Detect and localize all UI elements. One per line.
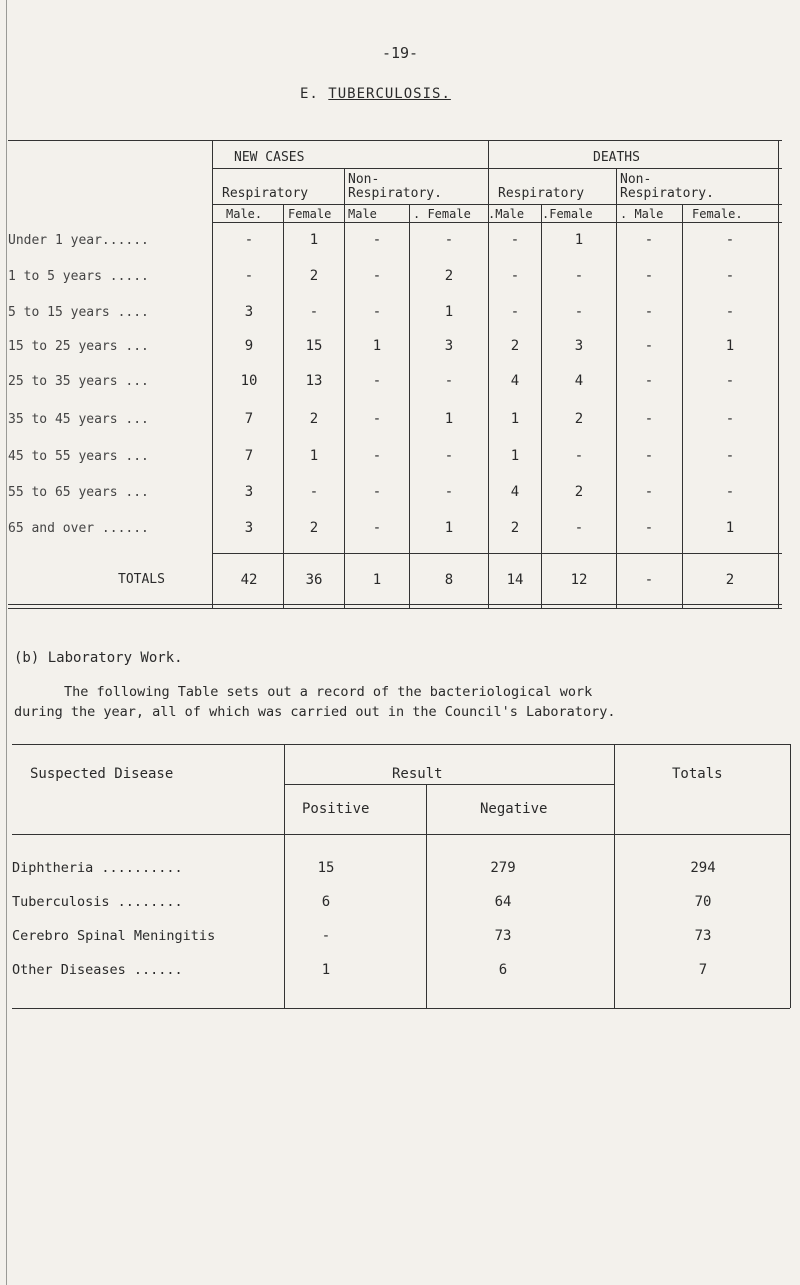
- table-cell: -: [372, 232, 382, 248]
- table-cell: -: [725, 304, 735, 320]
- page-number: -19-: [381, 44, 419, 62]
- row-label: 15 to 25 years ...: [8, 339, 149, 354]
- table-cell: -: [725, 232, 735, 248]
- table-cell: -: [444, 448, 454, 464]
- table-cell: 7: [244, 448, 254, 464]
- row-label: 45 to 55 years ...: [8, 449, 149, 464]
- table-cell: 3: [244, 484, 254, 500]
- row-label: 25 to 35 years ...: [8, 374, 149, 389]
- row-label: 55 to 65 years ...: [8, 485, 149, 500]
- totals-cell: 12: [570, 572, 588, 588]
- table-cell: 4: [510, 484, 520, 500]
- table-cell: 3: [444, 338, 454, 354]
- totals-cell: 1: [372, 572, 382, 588]
- lab-work-paragraph: [14, 682, 794, 722]
- table-cell: 1: [444, 411, 454, 427]
- col-positive: Positive: [302, 801, 370, 817]
- row-label: Under 1 year......: [8, 233, 149, 248]
- sub-header-2: Female: [288, 207, 332, 221]
- section-title-text: TUBERCULOSIS.: [328, 86, 451, 102]
- totals-cell: 42: [240, 572, 258, 588]
- sub-header-8: Female.: [692, 207, 743, 221]
- table-cell: -: [372, 520, 382, 536]
- table-cell: 2: [444, 268, 454, 284]
- table-cell: 3: [574, 338, 584, 354]
- table-cell: 2: [309, 520, 319, 536]
- negative-count: 6: [498, 962, 508, 978]
- negative-count: 73: [494, 928, 512, 944]
- negative-count: 64: [494, 894, 512, 910]
- table-cell: -: [510, 304, 520, 320]
- page-edge: [6, 0, 7, 1285]
- table-cell: -: [574, 448, 584, 464]
- table-cell: 1: [510, 411, 520, 427]
- new-nonresp-bottom: Respiratory.: [348, 186, 442, 201]
- table-cell: -: [372, 373, 382, 389]
- col-result: Result: [392, 766, 443, 782]
- section-title-prefix: E.: [300, 86, 319, 102]
- positive-count: 1: [321, 962, 331, 978]
- sub-header-7: . Male: [620, 207, 664, 221]
- sub-header-1: Male.: [226, 207, 263, 221]
- totals-cell: 14: [506, 572, 524, 588]
- table-cell: -: [644, 232, 654, 248]
- section-title: [300, 86, 451, 102]
- table-cell: -: [372, 448, 382, 464]
- disease-name: Diphtheria ..........: [12, 860, 183, 876]
- disease-name: Tuberculosis ........: [12, 894, 183, 910]
- table-cell: 7: [244, 411, 254, 427]
- positive-count: 6: [321, 894, 331, 910]
- table-cell: 4: [574, 373, 584, 389]
- table-cell: 10: [240, 373, 258, 389]
- row-label: 65 and over ......: [8, 521, 149, 536]
- table-cell: 15: [305, 338, 323, 354]
- table-cell: -: [309, 484, 319, 500]
- table-cell: -: [372, 304, 382, 320]
- table-cell: -: [725, 268, 735, 284]
- table-cell: 1: [725, 338, 735, 354]
- negative-count: 279: [490, 860, 516, 876]
- disease-name: Cerebro Spinal Meningitis: [12, 928, 216, 944]
- table-cell: -: [244, 268, 254, 284]
- death-nonresp-bottom: Respiratory.: [620, 186, 714, 201]
- total-count: 73: [694, 928, 712, 944]
- col-negative: Negative: [480, 801, 548, 817]
- table-cell: -: [444, 373, 454, 389]
- table-cell: -: [372, 484, 382, 500]
- sub-header-5: .Male: [488, 207, 525, 221]
- total-count: 294: [690, 860, 716, 876]
- table-cell: -: [444, 232, 454, 248]
- table-cell: -: [574, 520, 584, 536]
- laboratory-table: [12, 740, 792, 1020]
- new-resp-header: Respiratory: [222, 186, 309, 201]
- col-totals: Totals: [672, 766, 723, 782]
- table-cell: -: [725, 448, 735, 464]
- table-cell: -: [510, 268, 520, 284]
- table-cell: -: [725, 411, 735, 427]
- table-cell: -: [309, 304, 319, 320]
- lab-para-line2: during the year, all of which was carried out in the Council's Laboratory.: [14, 704, 616, 720]
- table-cell: 13: [305, 373, 323, 389]
- totals-cell: 8: [444, 572, 454, 588]
- table-cell: 3: [244, 520, 254, 536]
- table-cell: 2: [309, 411, 319, 427]
- death-resp-header: Respiratory: [498, 186, 585, 201]
- table-cell: 1: [309, 232, 319, 248]
- positive-count: 15: [317, 860, 335, 876]
- table-cell: 1: [309, 448, 319, 464]
- table-cell: -: [244, 232, 254, 248]
- table-cell: -: [725, 373, 735, 389]
- sub-header-3: Male: [348, 207, 377, 221]
- table-cell: -: [644, 411, 654, 427]
- table-cell: 3: [244, 304, 254, 320]
- table-cell: 2: [574, 484, 584, 500]
- total-count: 70: [694, 894, 712, 910]
- new-nonresp-top: Non-: [348, 172, 380, 187]
- table-cell: 1: [444, 520, 454, 536]
- lab-para-line1: The following Table sets out a record of the bacteriological work: [64, 684, 593, 700]
- tuberculosis-table: [8, 140, 790, 610]
- disease-name: Other Diseases ......: [12, 962, 183, 978]
- death-nonresp-top: Non-: [620, 172, 652, 187]
- totals-cell: 2: [725, 572, 735, 588]
- table-cell: -: [644, 304, 654, 320]
- row-label: 1 to 5 years .....: [8, 269, 149, 284]
- table-cell: 9: [244, 338, 254, 354]
- table-cell: -: [444, 484, 454, 500]
- row-label: 35 to 45 years ...: [8, 412, 149, 427]
- totals-label: TOTALS: [118, 572, 165, 587]
- table-cell: -: [644, 338, 654, 354]
- table-cell: -: [725, 484, 735, 500]
- col-suspected-disease: Suspected Disease: [30, 766, 174, 782]
- positive-count: -: [321, 928, 331, 944]
- table-cell: -: [644, 268, 654, 284]
- table-cell: -: [372, 268, 382, 284]
- table-cell: 4: [510, 373, 520, 389]
- table-cell: -: [644, 373, 654, 389]
- table-cell: 2: [510, 520, 520, 536]
- totals-cell: -: [644, 572, 654, 588]
- row-label: 5 to 15 years ....: [8, 305, 149, 320]
- table-cell: -: [372, 411, 382, 427]
- table-cell: 2: [510, 338, 520, 354]
- table-cell: 2: [309, 268, 319, 284]
- table-cell: 1: [510, 448, 520, 464]
- new-cases-header: NEW CASES: [234, 150, 305, 165]
- table-cell: 1: [574, 232, 584, 248]
- lab-work-heading: (b) Laboratory Work.: [14, 650, 183, 666]
- table-cell: -: [574, 268, 584, 284]
- table-cell: -: [644, 448, 654, 464]
- table-cell: -: [574, 304, 584, 320]
- table-cell: 1: [444, 304, 454, 320]
- deaths-header: DEATHS: [593, 150, 640, 165]
- sub-header-4: . Female: [413, 207, 471, 221]
- totals-cell: 36: [305, 572, 323, 588]
- table-cell: 1: [725, 520, 735, 536]
- sub-header-6: .Female: [542, 207, 593, 221]
- table-cell: -: [644, 520, 654, 536]
- table-cell: 1: [372, 338, 382, 354]
- table-cell: -: [644, 484, 654, 500]
- table-cell: 2: [574, 411, 584, 427]
- total-count: 7: [698, 962, 708, 978]
- table-cell: -: [510, 232, 520, 248]
